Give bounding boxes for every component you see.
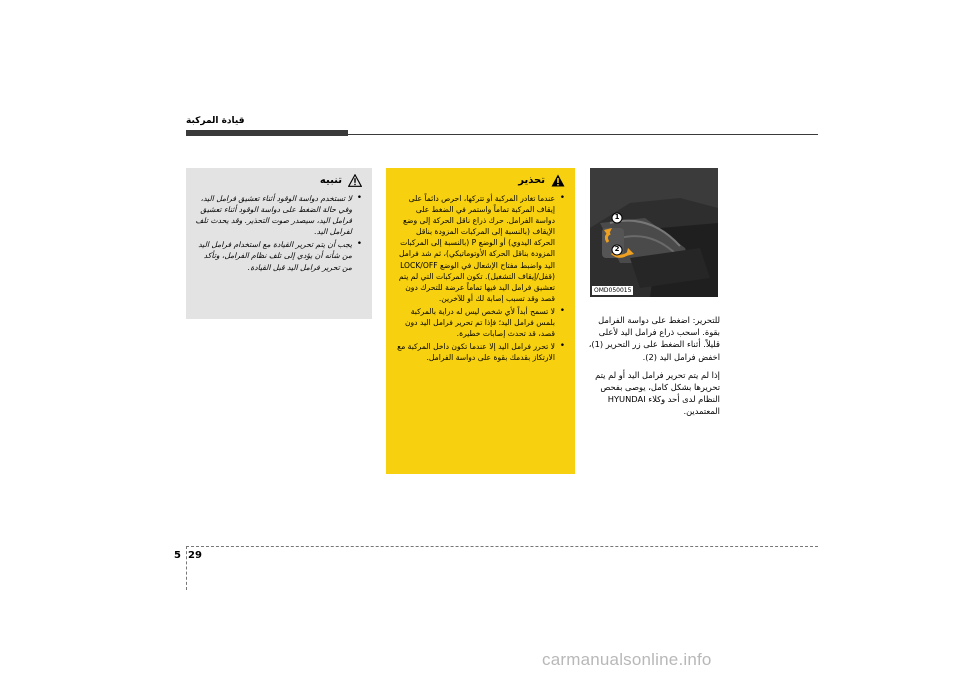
warning-item: • لا تسمح أبداً لأي شخص ليس له دراية بالمركبة بلمس فرامل اليد؛ فإذا تم تحرير فرامل اليد دون قصد، قد تحدث إصابات خطيرة. <box>394 306 555 339</box>
notice-heading <box>320 174 362 187</box>
service-paragraph: إذا لم يتم تحرير فرامل اليد أو لم يتم تحريرها بشكل كامل، يوصى بفحص النظام لدى أحد وكلاء HYUNDAI المعتمدين. <box>595 369 720 417</box>
release-paragraph: للتحرير: اضغط على دواسة الفرامل بقوة. اسحب ذراع فرامل اليد لأعلى قليلاً. أثناء الضغط على زر التحرير (1)، اخفض فرامل اليد (2). <box>588 315 720 362</box>
footer-rule <box>186 546 818 547</box>
warning-item: • عندما تغادر المركبة أو تتركها، احرص دائماً على إيقاف المركبة تماماً واستمر في الضغط على دواسة الفرامل. حرك ذراع ناقل الحركة إلى وضع الإيقاف (بالنسبة إلى المركبات المزودة بناقل الحركة اليدوي) أو الوضع P (بالنسبة إلى المركبات المزودة بناقل الحركة الأوتوماتيكي)، ثم شد فرامل اليد واضبط مفتاح الإشعال في الوضع LOCK/OFF (قفل/إيقاف التشغيل). تكون المركبات التي لم يتم تعشيق فرامل اليد فيها تماماً عرضة للتحرك دون قصد وقد تسبب إصابة لك أو للآخرين. <box>394 193 555 304</box>
footer-divider <box>186 546 187 590</box>
callout-1: 1 <box>614 213 620 221</box>
notice-box <box>186 168 372 319</box>
watermark: carmanualsonline.info <box>542 650 712 669</box>
header-rule-thin <box>348 134 818 135</box>
header-rule-thick <box>186 130 348 136</box>
warning-item: • لا تحرر فرامل اليد إلا عندما تكون داخل المركبة مع الارتكاز بقدمك بقوة على دواسة الفرامل. <box>394 341 555 363</box>
warning-box <box>386 168 575 474</box>
section-title: قيادة المركبة <box>186 116 245 126</box>
notice-list <box>194 193 364 275</box>
caution-triangle-icon <box>348 174 362 187</box>
notice-item: • لا تستخدم دواسة الوقود أثناء تعشيق فرامل اليد، وفي حالة الضغط على دواسة الوقود أثناء تعشيق فرامل اليد، سيصدر صوت التحذير. وقد يحدث تلف لفرامل اليد. <box>194 193 352 237</box>
parking-brake-photo <box>590 168 718 297</box>
callout-2: 2 <box>614 245 620 253</box>
notice-title: تنبيه <box>319 175 342 186</box>
chapter-number: 5 <box>174 550 181 561</box>
parking-brake-illustration <box>590 168 718 297</box>
notice-item: • يجب أن يتم تحرير القيادة مع استخدام فرامل اليد من شأنه أن يؤدي إلى تلف نظام الفرامل، وتأكد من تحرير فرامل اليد قبل القيادة. <box>194 239 352 272</box>
warning-heading <box>518 174 565 187</box>
parking-brake-instructions <box>588 314 720 424</box>
warning-list <box>394 193 567 365</box>
page-number: 29 <box>188 550 202 561</box>
warning-triangle-icon <box>551 174 565 187</box>
warning-title: تحذير <box>518 175 545 186</box>
figure-code: OMD050015 <box>594 287 632 294</box>
